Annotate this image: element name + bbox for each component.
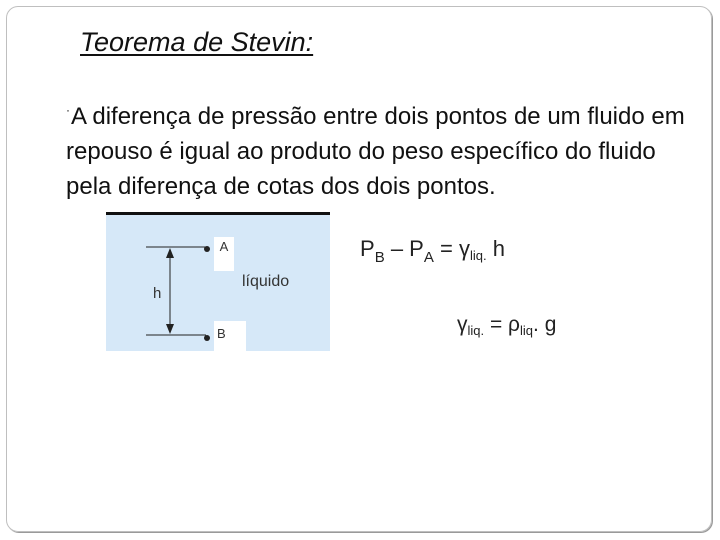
point-b-label: B xyxy=(217,326,226,341)
eq2-gamma-sub: liq. xyxy=(467,323,485,338)
eq1-h: h xyxy=(486,236,505,261)
eq1-sub-liq: liq. xyxy=(469,248,487,263)
eq1-sub-a: A xyxy=(423,249,434,266)
eq2-gamma: γ xyxy=(457,313,468,336)
eq1-p2: P xyxy=(409,236,424,261)
eq2-equals-rho: = ρ xyxy=(484,313,521,336)
figure-top-border xyxy=(106,212,330,215)
eq1-sub-b: B xyxy=(374,249,385,266)
point-b-label-box xyxy=(214,321,246,351)
eq1-equals-gamma: = γ xyxy=(433,236,470,261)
eq1-minus: – xyxy=(384,236,410,261)
eq2-tail: . g xyxy=(533,313,557,336)
eq2-rho-sub: liq xyxy=(520,323,534,338)
body-text: A diferença de pressão entre dois pontos de um fluido em repouso é igual ao produto do peso específico do fluido pela diferença de cotas dos dois pontos. xyxy=(66,103,685,200)
eq1-p1: P xyxy=(360,236,375,261)
bullet-marker: · xyxy=(66,103,70,117)
fluid-figure xyxy=(106,215,330,351)
point-a-label-box xyxy=(214,237,234,271)
height-label: h xyxy=(153,285,162,302)
point-a-dot xyxy=(204,246,210,252)
fluid-label: líquido xyxy=(242,273,290,290)
equation-stevin xyxy=(360,236,505,266)
arrow-head-down xyxy=(166,324,174,334)
point-b-dot xyxy=(204,335,210,341)
slide-title: Teorema de Stevin: xyxy=(80,27,314,57)
arrow-head-up xyxy=(166,248,174,258)
body-paragraph xyxy=(66,93,694,204)
equation-specific-weight xyxy=(457,313,556,338)
point-a-label: A xyxy=(219,239,229,254)
